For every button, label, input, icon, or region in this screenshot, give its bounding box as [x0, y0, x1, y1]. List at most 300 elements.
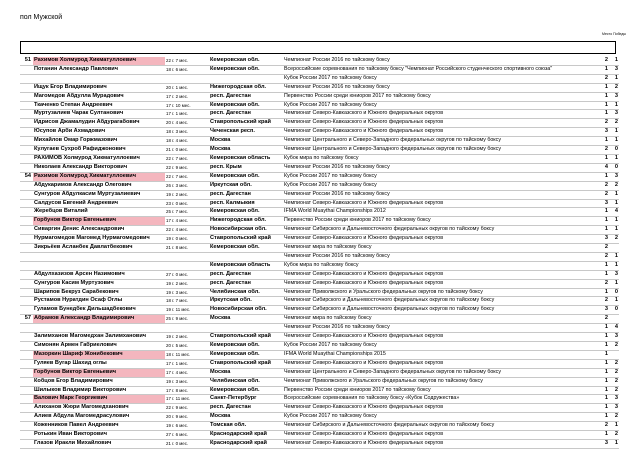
name-cell: Сунгуров Касим Муртузович: [33, 279, 165, 288]
losses-cell: 3: [609, 395, 619, 404]
place-cell: [20, 244, 33, 253]
results-table-body: [20, 57, 619, 448]
event-cell: Чемпионат мира по тайскому боксу: [283, 315, 599, 324]
wins-cell: 1: [599, 217, 609, 226]
name-cell: Муртузалиев Чарак Султанович: [33, 110, 165, 119]
event-cell: Чемпионат Северо-Кавказского и Южного федеральных округов: [283, 404, 599, 413]
event-cell: Чемпионат Сибирского и Дальневосточного федеральных округов по тайскому боксу: [283, 226, 599, 235]
region-cell: Кемеровская область: [209, 261, 283, 270]
years-cell: 20 г. 5 мес.: [165, 342, 209, 351]
losses-cell: 1: [609, 101, 619, 110]
losses-cell: 1: [609, 154, 619, 163]
event-cell: Чемпионат Приволжского и Уральского федеральных округов по тайскому боксу: [283, 288, 599, 297]
region-cell: Кемеровская обл.: [209, 172, 283, 181]
region-cell: Чеченская респ.: [209, 128, 283, 137]
losses-cell: 2: [609, 431, 619, 440]
region-cell: Иркутская обл.: [209, 297, 283, 306]
table-row: [20, 270, 619, 279]
losses-cell: 2: [609, 83, 619, 92]
losses-cell: 2: [609, 377, 619, 386]
region-cell: Москва: [209, 368, 283, 377]
place-cell: [20, 395, 33, 404]
losses-cell: 1: [609, 297, 619, 306]
wins-cell: 1: [599, 342, 609, 351]
table-row: [20, 342, 619, 351]
table-row: [20, 315, 619, 324]
years-cell: 18 г. 3 мес.: [165, 128, 209, 137]
place-cell: 54: [20, 172, 33, 181]
losses-cell: 0: [609, 163, 619, 172]
wins-cell: 1: [599, 226, 609, 235]
event-cell: IFMA World Muaythai Championships 2015: [283, 350, 599, 359]
years-cell: 19 г. 3 мес.: [165, 288, 209, 297]
losses-cell: 2: [609, 386, 619, 395]
name-cell: [33, 261, 165, 270]
place-cell: 51: [20, 57, 33, 65]
years-cell: 18 г. 7 мес.: [165, 297, 209, 306]
losses-cell: 3: [609, 404, 619, 413]
years-cell: 21 г. 8 мес.: [165, 244, 209, 253]
place-cell: [20, 386, 33, 395]
wins-cell: 1: [599, 137, 609, 146]
wins-cell: 1: [599, 350, 609, 359]
table-row: [20, 333, 619, 342]
wins-cell: 3: [599, 306, 609, 315]
region-cell: Кемеровская обл.: [209, 65, 283, 74]
name-cell: Валович Марк Георгиевич: [33, 395, 165, 404]
region-cell: Москва: [209, 146, 283, 155]
years-cell: 19 г. 2 мес.: [165, 190, 209, 199]
years-cell: 21 г. 0 мес.: [165, 439, 209, 448]
event-cell: Чемпионат России 2016 по тайскому боксу: [283, 163, 599, 172]
years-cell: 19 г. 0 мес.: [165, 235, 209, 244]
table-row: [20, 110, 619, 119]
name-cell: Абрамов Александр Владимирович: [33, 315, 165, 324]
years-cell: 18 г. 6 мес.: [165, 65, 209, 74]
table-row: [20, 128, 619, 137]
region-cell: Ставропольский край: [209, 359, 283, 368]
place-cell: [20, 119, 33, 128]
name-cell: Шилыков Владимир Викторович: [33, 386, 165, 395]
years-cell: 25 г. 9 мес.: [165, 315, 209, 324]
table-row: [20, 74, 619, 83]
years-cell: [165, 324, 209, 333]
years-cell: 17 г. 8 мес.: [165, 386, 209, 395]
header-right-labels: Место Победы: [602, 32, 626, 36]
years-cell: 20 г. 1 мес.: [165, 83, 209, 92]
name-cell: Рахимов Холмурод Хикматуллоевич: [33, 172, 165, 181]
region-cell: Москва: [209, 315, 283, 324]
event-cell: Чемпионат Сибирского и Дальневосточного федеральных округов по тайскому боксу: [283, 297, 599, 306]
place-cell: [20, 359, 33, 368]
place-cell: [20, 377, 33, 386]
region-cell: Иркутская обл.: [209, 181, 283, 190]
name-cell: Шарипов Бекруз Сарабекович: [33, 288, 165, 297]
years-cell: 21 г. 0 мес.: [165, 146, 209, 155]
wins-cell: 1: [599, 288, 609, 297]
place-cell: [20, 261, 33, 270]
region-cell: Кемеровская обл.: [209, 208, 283, 217]
region-cell: респ. Дагестан: [209, 92, 283, 101]
table-row: [20, 172, 619, 181]
region-cell: Краснодарский край: [209, 431, 283, 440]
name-cell: Ротькин Иван Викторович: [33, 431, 165, 440]
event-cell: Чемпионат Северо-Кавказского и Южного федеральных округов: [283, 235, 599, 244]
table-row: [20, 261, 619, 270]
wins-cell: 1: [599, 110, 609, 119]
wins-cell: 1: [599, 413, 609, 422]
wins-cell: 2: [599, 146, 609, 155]
region-cell: [209, 324, 283, 333]
name-cell: Кулугаев Сухроб Рафиджонович: [33, 146, 165, 155]
name-cell: Зикрьёев Асланбек Давлатбекович: [33, 244, 165, 253]
region-cell: Кемеровская обл.: [209, 386, 283, 395]
name-cell: Горбунов Виктор Евгеньевич: [33, 217, 165, 226]
wins-cell: 2: [599, 315, 609, 324]
event-cell: Чемпионат Северо-Кавказского и Южного федеральных округов: [283, 333, 599, 342]
place-cell: [20, 217, 33, 226]
name-cell: Гуламов Бунедбек Дильшадбекович: [33, 306, 165, 315]
name-cell: [33, 324, 165, 333]
wins-cell: 1: [599, 270, 609, 279]
name-cell: Магомедов Абдулла Мурадович: [33, 92, 165, 101]
event-cell: Чемпионат Северо-Кавказского и Южного федеральных округов: [283, 279, 599, 288]
years-cell: 20 г. 4 мес.: [165, 119, 209, 128]
region-cell: респ. Дагестан: [209, 279, 283, 288]
table-row: [20, 422, 619, 431]
table-row: [20, 386, 619, 395]
losses-cell: 3: [609, 172, 619, 181]
name-cell: Симонян Армен Габриелович: [33, 342, 165, 351]
wins-cell: 2: [599, 181, 609, 190]
event-cell: Чемпионат России 2016 по тайскому боксу: [283, 190, 599, 199]
years-cell: 17 г. 11 мес.: [165, 395, 209, 404]
wins-cell: 4: [599, 163, 609, 172]
years-cell: 17 г. 4 мес.: [165, 217, 209, 226]
name-cell: Потанин Александр Павлович: [33, 65, 165, 74]
name-cell: Горбунов Виктор Евгеньевич: [33, 368, 165, 377]
region-cell: Томская обл.: [209, 422, 283, 431]
table-row: [20, 252, 619, 261]
event-cell: Чемпионат Приволжского и Уральского федеральных округов по тайскому боксу: [283, 377, 599, 386]
place-cell: [20, 431, 33, 440]
table-row: [20, 119, 619, 128]
wins-cell: 1: [599, 386, 609, 395]
losses-cell: 1: [609, 252, 619, 261]
place-cell: [20, 128, 33, 137]
table-row: [20, 190, 619, 199]
name-cell: Сиваргин Денис Александрович: [33, 226, 165, 235]
event-cell: Чемпионат Северо-Кавказского и Южного федеральных округов: [283, 359, 599, 368]
wins-cell: 3: [599, 439, 609, 448]
region-cell: Ставропольский край: [209, 333, 283, 342]
table-row: [20, 57, 619, 65]
wins-cell: 2: [599, 422, 609, 431]
name-cell: Абдукаримов Александр Олегович: [33, 181, 165, 190]
name-cell: Залимханов Магомедхан Залимханович: [33, 333, 165, 342]
region-cell: Ставропольский край: [209, 119, 283, 128]
place-cell: [20, 235, 33, 244]
name-cell: Юсупов Арби Ахмадович: [33, 128, 165, 137]
place-cell: [20, 350, 33, 359]
event-cell: Первенство России среди юниоров 2017 по тайскому боксу: [283, 92, 599, 101]
losses-cell: 4: [609, 208, 619, 217]
name-cell: Ищук Егор Владимирович: [33, 83, 165, 92]
name-cell: Нурмагомедов Магомед Нурмагомедович: [33, 235, 165, 244]
years-cell: [165, 252, 209, 261]
name-cell: Глазов Иракли Михайлович: [33, 439, 165, 448]
event-cell: Чемпионат России 2016 по тайскому боксу: [283, 252, 599, 261]
wins-cell: 1: [599, 431, 609, 440]
event-cell: Первенство России среди юниоров 2017 по тайскому боксу: [283, 386, 599, 395]
wins-cell: 1: [599, 377, 609, 386]
table-row: [20, 324, 619, 333]
losses-cell: 1: [609, 279, 619, 288]
wins-cell: 1: [599, 65, 609, 74]
table-row: [20, 65, 619, 74]
years-cell: 19 г. 3 мес.: [165, 377, 209, 386]
losses-cell: 2: [609, 342, 619, 351]
event-cell: Кубок России 2017 по тайскому боксу: [283, 413, 599, 422]
name-cell: Рустамов Нуратдин Осаф Оглы: [33, 297, 165, 306]
region-cell: Кемеровская обл.: [209, 350, 283, 359]
place-cell: [20, 208, 33, 217]
region-cell: Челябинская обл.: [209, 288, 283, 297]
event-cell: Чемпионат Северо-Кавказского и Южного федеральных округов: [283, 431, 599, 440]
place-cell: [20, 342, 33, 351]
losses-cell: 1: [609, 226, 619, 235]
event-cell: Чемпионат Северо-Кавказского и Южного федеральных округов: [283, 439, 599, 448]
wins-cell: 2: [599, 279, 609, 288]
years-cell: 25 г. 7 мес.: [165, 208, 209, 217]
years-cell: 17 г. 4 мес.: [165, 368, 209, 377]
region-cell: респ. Дагестан: [209, 190, 283, 199]
wins-cell: 2: [599, 297, 609, 306]
region-cell: респ. Дагестан: [209, 270, 283, 279]
name-cell: Сунгуров Абдулкасим Муртузалиевич: [33, 190, 165, 199]
region-cell: Кемеровская обл.: [209, 342, 283, 351]
wins-cell: 3: [599, 128, 609, 137]
place-cell: [20, 226, 33, 235]
losses-cell: 3: [609, 270, 619, 279]
name-cell: РАХИМОВ Холмурод Хикматуллоевич: [33, 154, 165, 163]
name-cell: [33, 74, 165, 83]
region-cell: респ. Крым: [209, 163, 283, 172]
name-cell: Михайлов Омар Горжмазович: [33, 137, 165, 146]
place-cell: [20, 270, 33, 279]
losses-cell: [609, 244, 619, 253]
event-cell: Кубок России 2017 по тайскому боксу: [283, 172, 599, 181]
wins-cell: 3: [599, 199, 609, 208]
event-cell: Чемпионат Центрального и Северо-Западного федеральных округов по тайскому боксу: [283, 368, 599, 377]
years-cell: 23 г. 0 мес.: [165, 199, 209, 208]
place-cell: [20, 154, 33, 163]
years-cell: 27 г. 0 мес.: [165, 270, 209, 279]
name-cell: Ткаченко Степан Андреевич: [33, 101, 165, 110]
losses-cell: 3: [609, 65, 619, 74]
place-cell: [20, 83, 33, 92]
years-cell: 18 г. 4 мес.: [165, 137, 209, 146]
losses-cell: 1: [609, 199, 619, 208]
wins-cell: 1: [599, 208, 609, 217]
region-cell: Краснодарский край: [209, 439, 283, 448]
losses-cell: 1: [609, 190, 619, 199]
wins-cell: 1: [599, 261, 609, 270]
table-row: [20, 199, 619, 208]
losses-cell: 0: [609, 288, 619, 297]
losses-cell: 3: [609, 92, 619, 101]
wins-cell: 1: [599, 333, 609, 342]
place-cell: [20, 439, 33, 448]
event-cell: Чемпионат Центрального и Северо-Западного федеральных округов по тайскому боксу: [283, 146, 599, 155]
place-cell: [20, 413, 33, 422]
losses-cell: 1: [609, 261, 619, 270]
years-cell: 22 г. 4 мес.: [165, 226, 209, 235]
place-cell: [20, 92, 33, 101]
losses-cell: 3: [609, 110, 619, 119]
years-cell: 22 г. 7 мес.: [165, 57, 209, 65]
years-cell: 20 г. 9 мес.: [165, 413, 209, 422]
event-cell: Всероссийские соревнования по тайскому боксу «Кубок Содружества»: [283, 395, 599, 404]
name-cell: Алиханов Жюри Магомедханович: [33, 404, 165, 413]
event-cell: Кубок мира по тайскому боксу: [283, 154, 599, 163]
years-cell: [165, 261, 209, 270]
name-cell: Николаев Александр Викторович: [33, 163, 165, 172]
losses-cell: 1: [609, 128, 619, 137]
place-cell: [20, 368, 33, 377]
table-row: [20, 244, 619, 253]
name-cell: Мазоркин Шариф Жонибекович: [33, 350, 165, 359]
table-row: [20, 146, 619, 155]
event-cell: Чемпионат России 2016 по тайскому боксу: [283, 83, 599, 92]
losses-cell: 4: [609, 324, 619, 333]
name-cell: Идрисов Джамалудин Абдурагабович: [33, 119, 165, 128]
event-cell: Чемпионат Сибирского и Дальневосточного федеральных округов по тайскому боксу: [283, 306, 599, 315]
name-cell: Кобцов Егор Владимирович: [33, 377, 165, 386]
event-cell: Кубок России 2017 по тайскому боксу: [283, 74, 599, 83]
region-cell: Кемеровская обл.: [209, 101, 283, 110]
event-cell: Кубок России 2017 по тайскому боксу: [283, 181, 599, 190]
years-cell: 19 г. 2 мес.: [165, 279, 209, 288]
event-cell: IFMA World Muaythai Championships 2012: [283, 208, 599, 217]
table-row: [20, 92, 619, 101]
region-cell: Москва: [209, 413, 283, 422]
name-cell: Коженников Павел Андреевич: [33, 422, 165, 431]
wins-cell: 1: [599, 154, 609, 163]
region-cell: Кемеровская обл.: [209, 244, 283, 253]
wins-cell: 1: [599, 101, 609, 110]
years-cell: 17 г. 1 мес.: [165, 110, 209, 119]
table-row: [20, 413, 619, 422]
table-row: [20, 279, 619, 288]
region-cell: Москва: [209, 137, 283, 146]
event-cell: Чемпионат Центрального и Северо-Западного федеральных округов по тайскому боксу: [283, 137, 599, 146]
losses-cell: 2: [609, 181, 619, 190]
losses-cell: 2: [609, 413, 619, 422]
years-cell: 19 г. 2 мес.: [165, 333, 209, 342]
place-cell: [20, 422, 33, 431]
losses-cell: 2: [609, 235, 619, 244]
event-cell: Всероссийские соревнования по тайскому боксу "Чемпионат Российского студенческого спортивного союза": [283, 65, 599, 74]
event-cell: Чемпионат Северо-Кавказского и Южного федеральных округов: [283, 270, 599, 279]
name-cell: Алиев Абдула Магомедрасулович: [33, 413, 165, 422]
name-cell: Салдусов Евгений Андреевич: [33, 199, 165, 208]
name-cell: [33, 252, 165, 261]
years-cell: 19 г. 11 мес.: [165, 306, 209, 315]
region-cell: Ставропольский край: [209, 235, 283, 244]
wins-cell: 1: [599, 172, 609, 181]
years-cell: 27 г. 6 мес.: [165, 431, 209, 440]
losses-cell: [609, 350, 619, 359]
region-cell: Новосибирская обл.: [209, 306, 283, 315]
table-row: [20, 404, 619, 413]
event-cell: Чемпионат России 2016 по тайскому боксу: [283, 324, 599, 333]
wins-cell: 1: [599, 404, 609, 413]
losses-cell: 2: [609, 119, 619, 128]
region-cell: респ. Дагестан: [209, 110, 283, 119]
losses-cell: 1: [609, 74, 619, 83]
table-row: [20, 297, 619, 306]
years-cell: 22 г. 9 мес.: [165, 404, 209, 413]
table-row: [20, 368, 619, 377]
place-cell: [20, 163, 33, 172]
place-cell: [20, 252, 33, 261]
place-cell: [20, 101, 33, 110]
place-cell: [20, 181, 33, 190]
place-cell: [20, 65, 33, 74]
region-cell: Нижегородская обл.: [209, 217, 283, 226]
place-cell: [20, 137, 33, 146]
wins-cell: 2: [599, 252, 609, 261]
losses-cell: 2: [609, 359, 619, 368]
place-cell: [20, 306, 33, 315]
table-row: [20, 235, 619, 244]
losses-cell: 0: [609, 146, 619, 155]
event-cell: Кубок мира по тайскому боксу: [283, 261, 599, 270]
table-row: [20, 288, 619, 297]
years-cell: 19 г. 6 мес.: [165, 422, 209, 431]
event-cell: Чемпионат Северо-Кавказского и Южного федеральных округов: [283, 199, 599, 208]
losses-cell: 0: [609, 306, 619, 315]
table-row: [20, 83, 619, 92]
event-cell: Чемпионат Северо-Кавказского и Южного федеральных округов: [283, 119, 599, 128]
place-cell: [20, 74, 33, 83]
place-cell: [20, 333, 33, 342]
wins-cell: 1: [599, 359, 609, 368]
region-cell: Кемеровская область: [209, 154, 283, 163]
event-cell: Чемпионат мира по тайскому боксу: [283, 244, 599, 253]
name-cell: Абдулхазизов Арсен Назимович: [33, 270, 165, 279]
years-cell: 22 г. 7 мес.: [165, 172, 209, 181]
years-cell: 22 г. 7 мес.: [165, 154, 209, 163]
region-cell: респ. Дагестан: [209, 404, 283, 413]
losses-cell: 1: [609, 439, 619, 448]
region-cell: Новосибирская обл.: [209, 226, 283, 235]
years-cell: [165, 74, 209, 83]
wins-cell: 2: [599, 190, 609, 199]
table-row: [20, 431, 619, 440]
losses-cell: 1: [609, 422, 619, 431]
place-cell: [20, 110, 33, 119]
wins-cell: 3: [599, 235, 609, 244]
event-cell: Чемпионат Сибирского и Дальневосточного федеральных округов по тайскому боксу: [283, 422, 599, 431]
wins-cell: 1: [599, 324, 609, 333]
table-row: [20, 137, 619, 146]
years-cell: 17 г. 1 мес.: [165, 359, 209, 368]
event-cell: Чемпионат Северо-Кавказского и Южного федеральных округов: [283, 128, 599, 137]
losses-cell: 1: [609, 137, 619, 146]
wins-cell: 2: [599, 244, 609, 253]
